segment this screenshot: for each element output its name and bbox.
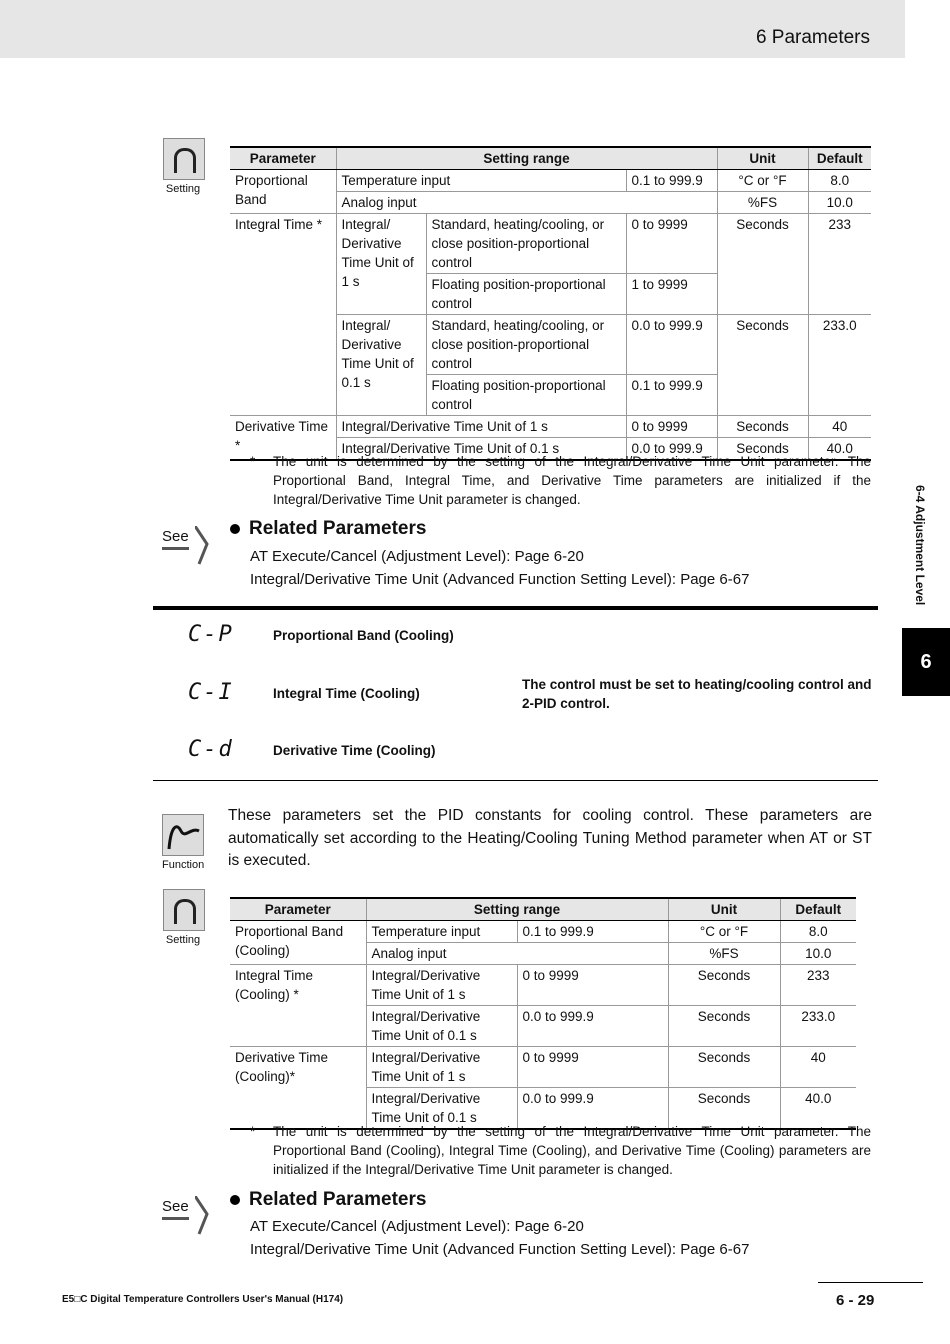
footnote-text: The unit is determined by the setting of the Integral/Derivative Time Unit parameter. The Proportional Band (Cooling), Integral Time (Cooling), and Derivative Time (Cooling) parameters are initialized if the Integral/Derivative Time Unit parameter is changed. (273, 1124, 871, 1177)
header-unit: Unit (717, 147, 808, 170)
header-default: Default (808, 147, 871, 170)
cell-value: 0.0 to 999.9 (517, 1088, 668, 1130)
footnote-mark: * (250, 454, 256, 469)
cell-value: 0.1 to 999.9 (626, 375, 717, 416)
page-number: 6 - 29 (836, 1292, 875, 1309)
cell-range: Temperature input (336, 170, 626, 192)
table-row (230, 170, 871, 192)
cell-default: 10.0 (808, 192, 871, 214)
related-params-title: Related Parameters (249, 1189, 427, 1210)
display-code: C-P (188, 622, 234, 647)
cell-value: 0.0 to 999.9 (626, 315, 717, 375)
parameter-name: Proportional Band (Cooling) (273, 628, 454, 643)
related-link[interactable]: AT Execute/Cancel (Adjustment Level): Page 6-20 (250, 548, 584, 565)
header-parameter: Parameter (230, 898, 366, 921)
cell-unit: %FS (668, 943, 780, 965)
see-arrow-icon (195, 1196, 209, 1236)
cell-value: 0 to 9999 (517, 1047, 668, 1088)
setting-icon-graphic (163, 138, 205, 180)
setting-icon-label: Setting (165, 934, 201, 946)
cell-range: Integral/Derivative Time Unit of 1 s (336, 416, 626, 438)
cell-value: 0.0 to 999.9 (517, 1006, 668, 1047)
parameter-table-2 (230, 897, 856, 1130)
setting-icon (161, 138, 205, 198)
see-arrow-icon (195, 526, 209, 566)
cell-default: 233 (808, 214, 871, 315)
cell-param: Integral Time (Cooling) * (230, 965, 366, 1047)
page-header-title: 6 Parameters (755, 27, 870, 48)
condition-text: The control must be set to heating/cooling control and 2-PID control. (522, 677, 872, 711)
cell-range: Integral/Derivative Time Unit of 1 s (366, 1047, 517, 1088)
see-label: See (162, 526, 189, 550)
related-params-title: Related Parameters (249, 518, 427, 539)
cell-value: 0 to 9999 (626, 416, 717, 438)
cell-range: Floating position-proportional control (426, 375, 626, 416)
function-icon-label: Function (162, 859, 205, 871)
setting-icon-label: Setting (165, 183, 201, 195)
cell-value: 0.1 to 999.9 (626, 170, 717, 192)
related-link[interactable]: Integral/Derivative Time Unit (Advanced Function Setting Level): Page 6-67 (250, 1241, 750, 1258)
cell-unit: Seconds (717, 416, 808, 438)
cell-unit: Seconds (668, 1047, 780, 1088)
cell-param: Derivative Time * (230, 416, 336, 461)
cell-value: 0.0 to 999.9 (626, 438, 717, 461)
see-label: See (162, 1196, 189, 1220)
related-params-heading (230, 518, 426, 540)
cell-range: Analog input (336, 192, 717, 214)
bullet-icon (230, 1195, 240, 1205)
function-description: These parameters set the PID constants for cooling control. These parameters are automatically set according to the Heating/Cooling Tuning Method parameter when AT or ST is executed. (228, 807, 872, 869)
section-tab-label: 6-4 Adjustment Level (913, 485, 927, 606)
section-divider (153, 780, 878, 781)
chapter-tab: 6 (902, 628, 950, 696)
see-icon (162, 526, 212, 570)
cell-unit: Seconds (717, 438, 808, 461)
header-setting-range: Setting range (366, 898, 668, 921)
table-row (230, 965, 856, 1006)
related-link[interactable]: AT Execute/Cancel (Adjustment Level): Page 6-20 (250, 1218, 584, 1235)
cell-value: 0 to 9999 (517, 965, 668, 1006)
cell-value: 0 to 9999 (626, 214, 717, 274)
related-params-heading (230, 1189, 426, 1211)
cell-range: Integral/Derivative Time Unit of 1 s (366, 965, 517, 1006)
header-default: Default (780, 898, 856, 921)
cell-range: Integral/Derivative Time Unit of 0.1 s (366, 1006, 517, 1047)
cell-default: 8.0 (780, 921, 856, 943)
cell-default: 10.0 (780, 943, 856, 965)
footnote-text: The unit is determined by the setting of the Integral/Derivative Time Unit parameter. The Proportional Band, Integral Time, and Derivative Time parameters are initialized if the Integral/Derivative Time Unit parameter is changed. (273, 454, 871, 507)
cell-unit: °C or °F (668, 921, 780, 943)
header-parameter: Parameter (230, 147, 336, 170)
section-divider (153, 606, 878, 610)
setting-icon-graphic (163, 889, 205, 931)
cell-unit: Seconds (717, 315, 808, 416)
cell-range: Integral/Derivative Time Unit of 0.1 s (366, 1088, 517, 1130)
cell-unit: Seconds (668, 1006, 780, 1047)
cell-unit: Seconds (668, 965, 780, 1006)
table-row (230, 416, 871, 438)
cell-default: 233.0 (808, 315, 871, 416)
parameter-name: Integral Time (Cooling) (273, 686, 420, 701)
cell-default: 40.0 (780, 1088, 856, 1130)
function-icon (162, 814, 204, 871)
cell-param: Integral Time * (230, 214, 336, 416)
see-icon (162, 1196, 212, 1240)
cell-default: 40 (780, 1047, 856, 1088)
table-header-row (230, 147, 871, 170)
bullet-icon (230, 524, 240, 534)
function-icon-graphic (162, 814, 204, 856)
footnote-mark: * (250, 1124, 256, 1139)
table-row (230, 214, 871, 274)
cell-range: Standard, heating/cooling, or close position-proportional control (426, 214, 626, 274)
cell-unit: %FS (717, 192, 808, 214)
table-header-row (230, 898, 856, 921)
cell-default: 233.0 (780, 1006, 856, 1047)
table-row (230, 921, 856, 943)
cell-range: Temperature input (366, 921, 517, 943)
setting-icon (161, 889, 205, 949)
footer-rule (818, 1282, 923, 1283)
footer-manual-title: E5□C Digital Temperature Controllers User's Manual (H174) (62, 1294, 344, 1305)
related-link[interactable]: Integral/Derivative Time Unit (Advanced Function Setting Level): Page 6-67 (250, 571, 750, 588)
header-setting-range: Setting range (336, 147, 717, 170)
cell-range: Integral/Derivative Time Unit of 0.1 s (336, 438, 626, 461)
cell-range: Standard, heating/cooling, or close position-proportional control (426, 315, 626, 375)
cell-param: Proportional Band (Cooling) (230, 921, 366, 965)
cell-unit: Seconds (717, 214, 808, 315)
display-code: C-d (188, 737, 234, 762)
cell-range: Analog input (366, 943, 668, 965)
parameter-table-1 (230, 146, 871, 461)
cell-default: 40.0 (808, 438, 871, 461)
table-row (230, 1047, 856, 1088)
cell-default: 40 (808, 416, 871, 438)
cell-default: 8.0 (808, 170, 871, 192)
cell-unit-type: Integral/ Derivative Time Unit of 1 s (336, 214, 426, 315)
cell-default: 233 (780, 965, 856, 1006)
cell-param: Derivative Time (Cooling)* (230, 1047, 366, 1130)
cell-param: Proportional Band (230, 170, 336, 214)
cell-range: Floating position-proportional control (426, 274, 626, 315)
cell-unit: Seconds (668, 1088, 780, 1130)
cell-value: 1 to 9999 (626, 274, 717, 315)
parameter-name: Derivative Time (Cooling) (273, 743, 436, 758)
display-code: C-I (188, 680, 234, 705)
curve-icon (163, 815, 203, 855)
header-unit: Unit (668, 898, 780, 921)
cell-unit: °C or °F (717, 170, 808, 192)
cell-value: 0.1 to 999.9 (517, 921, 668, 943)
cell-unit-type: Integral/ Derivative Time Unit of 0.1 s (336, 315, 426, 416)
section-tab (905, 485, 935, 625)
